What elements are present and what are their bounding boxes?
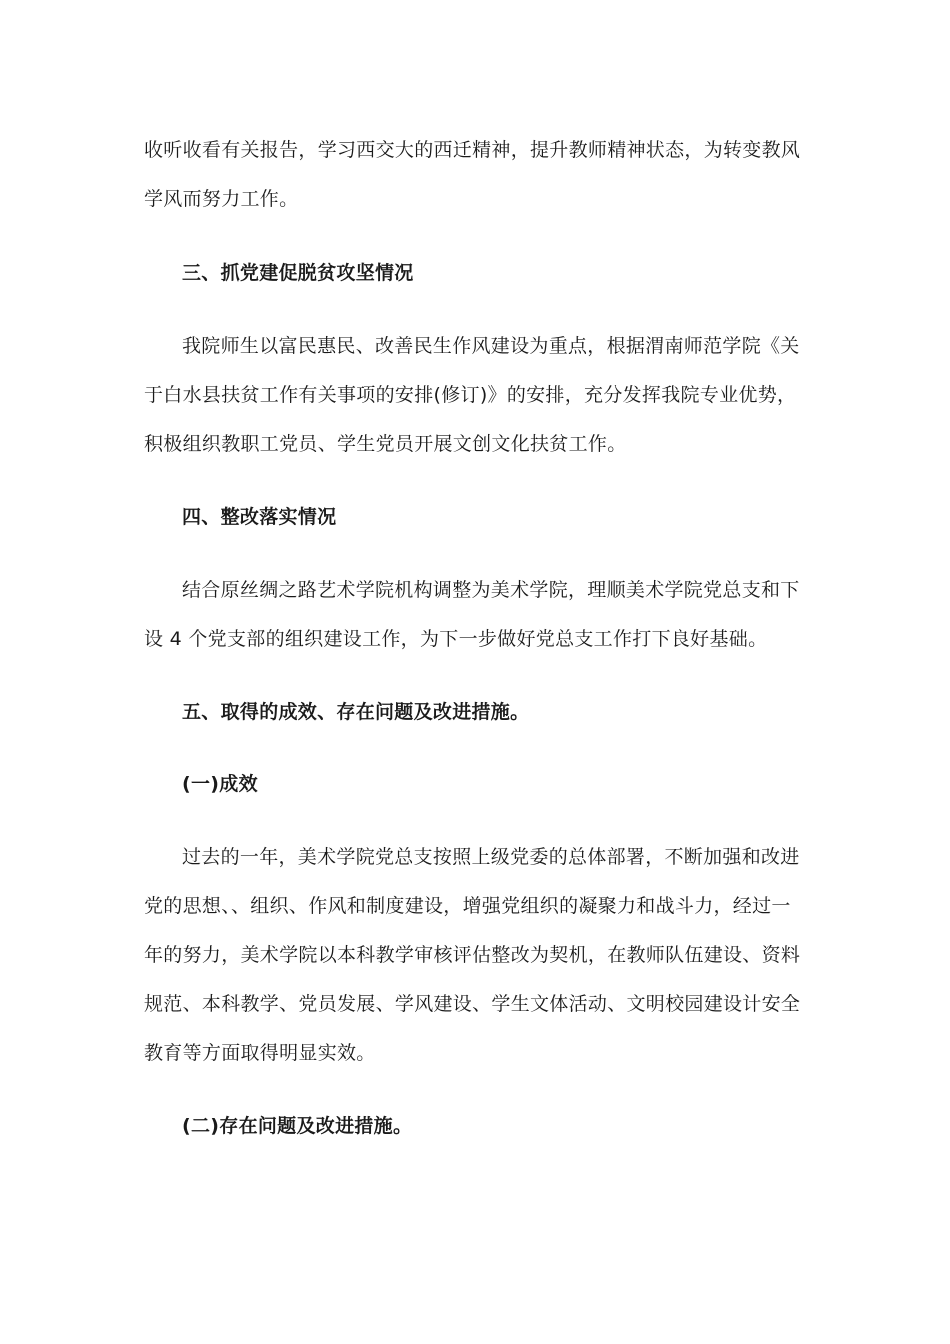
paragraph-line: 结合原丝绸之路艺术学院机构调整为美术学院，理顺美术学院党总支和下 bbox=[182, 579, 800, 601]
paragraph-line: 收听收看有关报告，学习西交大的西迁精神，提升教师精神状态，为转变教风 bbox=[144, 139, 801, 161]
subsection-heading: (二)存在问题及改进措施。 bbox=[182, 1115, 413, 1137]
paragraph-line: 积极组织教职工党员、学生党员开展文创文化扶贫工作。 bbox=[144, 433, 627, 455]
paragraph-line: 于白水县扶贫工作有关事项的安排(修订)》的安排，充分发挥我院专业优势， bbox=[144, 384, 797, 406]
paragraph-line: 年的努力，美术学院以本科教学审核评估整改为契机，在教师队伍建设、资料 bbox=[144, 944, 801, 966]
paragraph-line: 设 4 个党支部的组织建设工作，为下一步做好党总支工作打下良好基础。 bbox=[144, 628, 768, 650]
section-heading: 四、整改落实情况 bbox=[182, 506, 337, 528]
paragraph-line: 过去的一年，美术学院党总支按照上级党委的总体部署，不断加强和改进 bbox=[182, 846, 800, 868]
paragraph-line: 我院师生以富民惠民、改善民生作风建设为重点，根据渭南师范学院《关 bbox=[182, 335, 800, 357]
paragraph-line: 党的思想、、组织、作风和制度建设，增强党组织的凝聚力和战斗力，经过一 bbox=[144, 895, 791, 917]
section-heading: 五、取得的成效、存在问题及改进措施。 bbox=[182, 701, 530, 723]
subsection-heading: (一)成效 bbox=[182, 773, 258, 795]
paragraph-line: 规范、本科教学、党员发展、学风建设、学生文体活动、文明校园建设计安全 bbox=[144, 993, 801, 1015]
paragraph-line: 教育等方面取得明显实效。 bbox=[144, 1042, 376, 1064]
paragraph-line: 学风而努力工作。 bbox=[144, 188, 299, 210]
section-heading: 三、抓党建促脱贫攻坚情况 bbox=[182, 262, 414, 284]
